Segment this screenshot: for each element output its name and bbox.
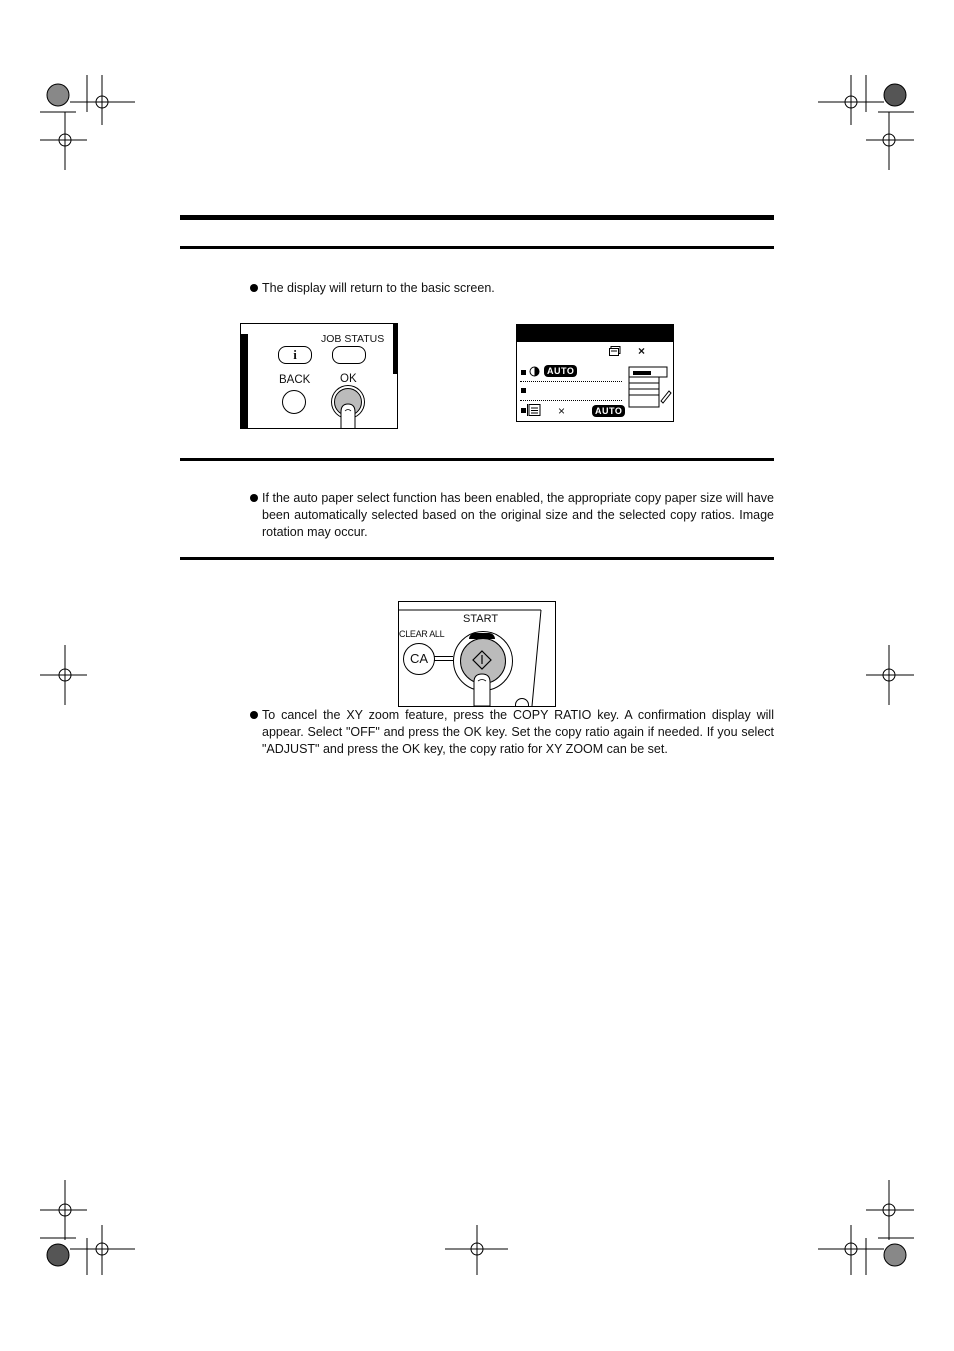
- ca-connector: [434, 656, 453, 661]
- basic-screen-display: [516, 324, 674, 422]
- bullet-auto-paper-select: If the auto paper select function has been enabled, the appropriate copy paper size will have been automatically selected based on the original size and the selected copy ratios. Image rotation may occur.: [250, 490, 774, 541]
- copier-icon: [625, 365, 673, 411]
- bullet-basic-screen: The display will return to the basic screen.: [250, 280, 782, 297]
- ok-key-panel: [240, 323, 398, 429]
- ratio-times-glyph: ×: [638, 344, 646, 358]
- paper-tray-icon: [527, 404, 541, 416]
- paper-times-glyph: ×: [558, 404, 566, 418]
- back-label: BACK: [279, 374, 311, 386]
- finger-pressing-icon: [337, 402, 361, 429]
- info-icon: i: [293, 347, 297, 362]
- display-title-bar: [517, 325, 673, 342]
- row-divider-2: [520, 400, 622, 401]
- section-rule-3: [180, 557, 774, 560]
- panel-left-edge: [241, 334, 248, 428]
- exposure-icon: [529, 366, 540, 377]
- start-key-panel: [398, 601, 556, 707]
- paper-auto-badge: AUTO: [592, 405, 625, 417]
- start-diamond-icon: [472, 650, 492, 670]
- info-button[interactable]: [278, 346, 312, 364]
- clear-all-label: CLEAR ALL: [399, 629, 445, 639]
- row-marker-1: [521, 370, 526, 375]
- start-label: START: [463, 613, 499, 625]
- row-divider-1: [520, 381, 622, 382]
- job-status-label: JOB STATUS: [321, 333, 385, 345]
- ca-label: CA: [409, 651, 429, 666]
- row-marker-2: [521, 388, 526, 393]
- ok-label: OK: [340, 373, 357, 385]
- panel-corner-circle: [515, 698, 529, 707]
- finger-pressing-icon-2: [471, 672, 493, 706]
- original-size-icon: [609, 346, 621, 356]
- section-rule-2: [180, 458, 774, 461]
- header-rule: [180, 215, 774, 220]
- job-status-button[interactable]: [332, 346, 366, 364]
- back-button[interactable]: [282, 390, 306, 414]
- row-marker-3: [521, 408, 526, 413]
- bullet-cancel-xy-zoom: To cancel the XY zoom feature, press the COPY RATIO key. A confirmation display will appear. Select "OFF" and press the OK key. Set the copy ratio again if needed. If you select "ADJUST" and press the OK key, the copy ratio for XY ZOOM can be set.: [250, 707, 774, 758]
- clear-all-button[interactable]: [403, 643, 435, 675]
- exposure-auto-badge: AUTO: [544, 365, 577, 377]
- panel-right-edge: [393, 324, 397, 374]
- section-rule-1: [180, 246, 774, 249]
